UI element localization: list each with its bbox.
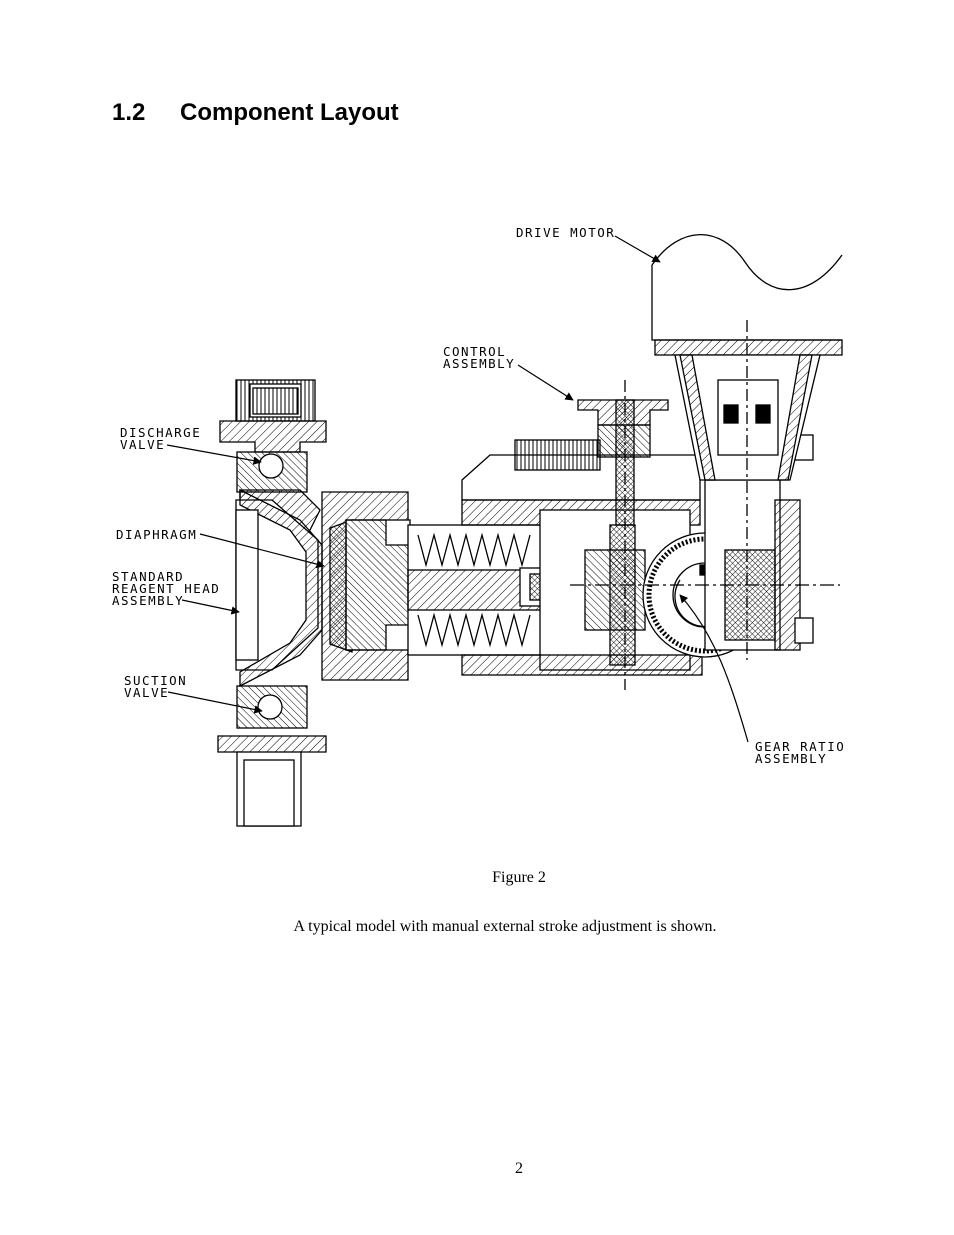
figure-caption: Figure 2 (492, 869, 546, 886)
label-suction-valve-2: VALVE (124, 685, 170, 700)
label-control-assembly-2: ASSEMBLY (443, 356, 516, 371)
page-number: 2 (515, 1160, 523, 1177)
label-reagent-head-1: STANDARD (112, 569, 185, 584)
label-gear-ratio-1: GEAR RATIO (755, 739, 846, 754)
label-discharge-valve-2: VALVE (120, 437, 166, 452)
label-diaphragm: DIAPHRAGM (116, 527, 198, 542)
label-control-assembly-1: CONTROL (443, 344, 507, 359)
label-suction-valve-1: SUCTION (124, 673, 188, 688)
section-number: 1.2 (112, 99, 146, 126)
label-drive-motor: DRIVE MOTOR (516, 225, 616, 240)
label-discharge-valve-1: DISCHARGE (120, 425, 202, 440)
label-reagent-head-3: ASSEMBLY (112, 593, 185, 608)
diaphragm-block (322, 492, 410, 680)
suction-valve-body (218, 686, 326, 826)
figure-description: A typical model with manual external stroke adjustment is shown. (293, 918, 717, 935)
section-title: Component Layout (180, 99, 399, 126)
label-gear-ratio-2: ASSEMBLY (755, 751, 828, 766)
label-reagent-head-2: REAGENT HEAD (112, 581, 221, 596)
